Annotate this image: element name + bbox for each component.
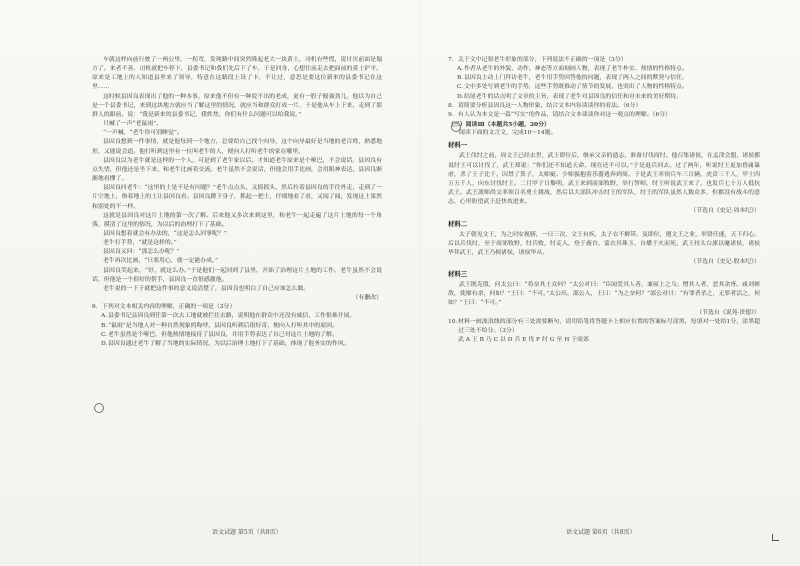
material-2-source: （节选自《史记·殷本纪》）: [690, 258, 760, 265]
question-6: [92, 303, 382, 349]
left-page: [92, 56, 382, 536]
story-paragraph-5: 县因良想到一件事情，就是他每到一个地方，总要给自己找个向导，这个向导最好是当地的老百姓，熟悉地形，又能说会道。他打听到这里有一位叫老牛的人，便向人打听老牛的家在哪里。: [92, 139, 382, 155]
material-3-source: （节选自《说苑·贵德》）: [696, 309, 760, 316]
story-paragraph-9: 县因良想着就会有办法的，“这是怎么回事呢？”: [103, 230, 227, 237]
material-2-title: 材料二: [448, 219, 468, 228]
story-paragraph-4: “一声喊，“老牛你可别睡觉”。: [103, 130, 183, 137]
question-7-option-b: B. 县因良主动上门拜访老牛，老牛用手势回答他的问题，表现了两人之间的默契与信任。: [457, 75, 688, 82]
question-6-option-b: B. “鼠雨”是当地人对一种自然现象的称呼，县因良听到后很好奇，便向人打听其中的原因。: [101, 322, 338, 329]
story-paragraph-2: 这时候县因良表现出了他的一种本事，原来他不但有一种说不出的老成，更有一股子倔强劲儿。他以为自己是一个县委书记，来到这块地方就应当了解这里的情况，就应当和群众打成一片，于是他从车上下来，走到了那群人的跟前，说：“我是新来的县委书记，我姓焦，你们有什么问题可以给我说。”: [92, 93, 382, 118]
question-7-stem: 关于文中记叙老牛形象的部分，下列说法不正确的一项是（3分）: [458, 57, 627, 63]
material-1-source: （节选自《史记·周本纪》）: [690, 208, 760, 215]
section-heading: （三）阅读Ⅲ（本题共5小题，20分）: [448, 121, 550, 129]
material-1-title: 材料一: [448, 141, 468, 150]
story-paragraph-14: 老牛说的一下子就把这件事的意义说清楚了，县因良也明白了自己应该怎么做。: [103, 285, 310, 292]
material-1-text: 武王伐纣之前，周文王已经去世，武王即位后，继承父亲的遗志，准备讨伐商纣。他召集诸侯，在孟津会盟，诸侯都说纣王可以讨伐了，武王却说：“你们还不知道天命，现在还不可以。”于是退兵回去。过了两年，听说纣王更加昏庸暴虐，杀了王子比干，囚禁了箕子，太师疵、少师强抱着乐器逃奔到周。于是武王率领兵车三百辆，虎贲三千人，甲士四万五千人，向东讨伐纣王。二月甲子日黎明，武王来到商郊牧野，举行誓师，纣王听说武王来了，也发兵七十万人抵抗武王。武王派师尚父率领百名勇士挑战，然后以大部队冲击纣王的军队，纣王的军队虽然人数众多，但都没有战斗的意志，心里盼望武王赶快攻进来。: [448, 153, 760, 206]
story-paragraph-12: 老牛再次比画，“只要用心，就一定能办成。”: [103, 258, 218, 265]
story-paragraph-6: 县因良以为老牛就是这样的一个人，可是到了老牛家以后，才知道老牛原来是个哑巴，不会说话，县因良有点失望，但他还是坐下来，和老牛比画着交流。老牛虽然不会说话，但他会用手比画，会用眼神表达，县因良渐渐地看懂了。: [92, 157, 382, 183]
question-6-stem: 下列对文本相关内容的理解，正确的一项是（3分）: [102, 304, 236, 311]
question-7-option-d: D. 结尾老牛的话点明了文章的主旨，表现了老牛对县因良的信任和对未来的美好期待。: [457, 93, 682, 100]
story-paragraph-8: 这就是县因良对这片土地的第一次了解。后来他又多次来到这里，和老牛一起走遍了这片土地的每一个角落，摸清了这里的情况，为以后的治理打下了基础。: [92, 212, 382, 228]
question-6-option-a: A. 县委书记县因良到任第一次去工地就被拦住去路，说明他在群众中还没有威信，工作很难开展。: [101, 313, 356, 320]
pencil-circle-mark: [451, 122, 461, 132]
question-6-number: 6.: [92, 304, 98, 311]
story-paragraph-11: 县因良又问：“那怎么办呢？”: [103, 249, 180, 256]
right-page: [448, 56, 760, 536]
question-10: 10. 材料一画波浪线的部分有三处需要断句，请用铅笔将答题卡上相应位置的答案标号涂黑，每填对一处给1分，涂黑超过三处不给分。（3分）: [448, 318, 760, 334]
left-page-footer: 语文试题 第5页（共8页）: [212, 529, 282, 536]
question-10-sentence: 武 A 王 B 乃 C 以 D 兵 E 伐 F 纣 G 至 H 于商郊: [458, 337, 589, 344]
section-intro: 阅读下面的文言文，完成10～14题。: [459, 130, 557, 137]
right-page-footer: 语文试题 第6页（共8页）: [566, 529, 636, 536]
question-8: 8. 请简要分析县因良这一人物形象，结合文本内容谈谈你的看法。（6分）: [448, 102, 642, 109]
story-paragraph-7: 县因良问老牛：“这里的土是不是有问题？”老牛点点头，又摇摇头，然后拉着县因良的手往外走，走到了一片空地上，指着地上的土让县因良看。县因良蹲下身子，抓起一把土，仔细地看了看，又闻了闻，发现这土果然和别处的不一样。: [92, 185, 382, 210]
question-7-option-c: C. 文中多处写到老牛的手势，这些手势既推动了情节的发展，也突出了人物的性格特点。: [457, 84, 688, 91]
material-3-text: 武王既克殷，问太公曰：“将奈其士众何？”太公对曰：“臣闻爱其人者，兼屋上之乌；憎其人者，恶其余胥。咸刘厥敌，使靡有余，何如？”王曰：“不可。”太公出，邵公入，王曰：“为之奈何？”邵公对曰：“有罪者杀之，无罪者活之，何如？”王曰：“不可。”: [448, 282, 760, 307]
question-6-option-c: C. 老牛虽然是个哑巴，但他热情地接待了县因良，并用手势表达了自己对这片土地的了解。: [101, 331, 338, 338]
question-7-number: 7.: [448, 57, 454, 63]
corner-pencil-mark: [772, 534, 779, 541]
story-paragraph-1: 车就这样向前行驶了一两公里，一拐弯，发现路中间突然隆起老大一块黄土，司机有些慌，说讨厌前面是塌方了。来者不善，司机就把车停下，县委书记和我们先后下了车，于是回身，心想往前走去把面前的黄土铲平。原来是工地上的人知道县里来了领导，特意在这路段上设了卡，不让过，意思是要这位新来的县委书记在这里……: [92, 57, 382, 91]
page-fold: [420, 0, 421, 566]
question-6-option-d: D. 县因良通过老牛了解了当地的实际情况，为以后治理土地打下了基础，体现了他务实的作风。: [101, 340, 350, 347]
material-2-text: 太子朝见文王，为之问安视膳，一日三次，文王有疾，太子衣不解带。及即位，遵文王之业，举贤任能，天下归心。后以兵伐纣，至于商郊牧野，纣兵败，纣走入，登于鹿台，蒙衣其珠玉，自燔于火而死。武王持太白旗以麾诸侯，诸侯毕拜武王，武王乃揖诸侯，诸侯毕从。: [448, 231, 760, 256]
story-paragraph-10: 老牛打手势，“就是这样的。”: [103, 240, 177, 247]
material-3-title: 材料三: [448, 270, 468, 279]
story-paragraph-3: 只喊了一声“老鼠雨”。: [103, 121, 163, 128]
pencil-circle-mark: [94, 403, 104, 413]
story-source-note: （有删改）: [352, 295, 382, 302]
question-9: 9. 有人认为本文是一篇“写实”的作品，请结合文本谈谈你对这一观点的理解。（6分）: [448, 111, 671, 118]
question-7-option-a: A. 作者从老牛的外貌、动作、神态等方面刻画人物，表现了老牛朴实、热情的性格特点。: [457, 66, 688, 73]
story-paragraph-13: 县因良笑起来，“好，就这么办。”于是他们一起回到了县里，开始了治理这片土地的工作。老牛虽然不会说话，但他是一个很好的帮手，县因良一直很感激他。: [92, 267, 382, 283]
question-7: [448, 56, 760, 102]
